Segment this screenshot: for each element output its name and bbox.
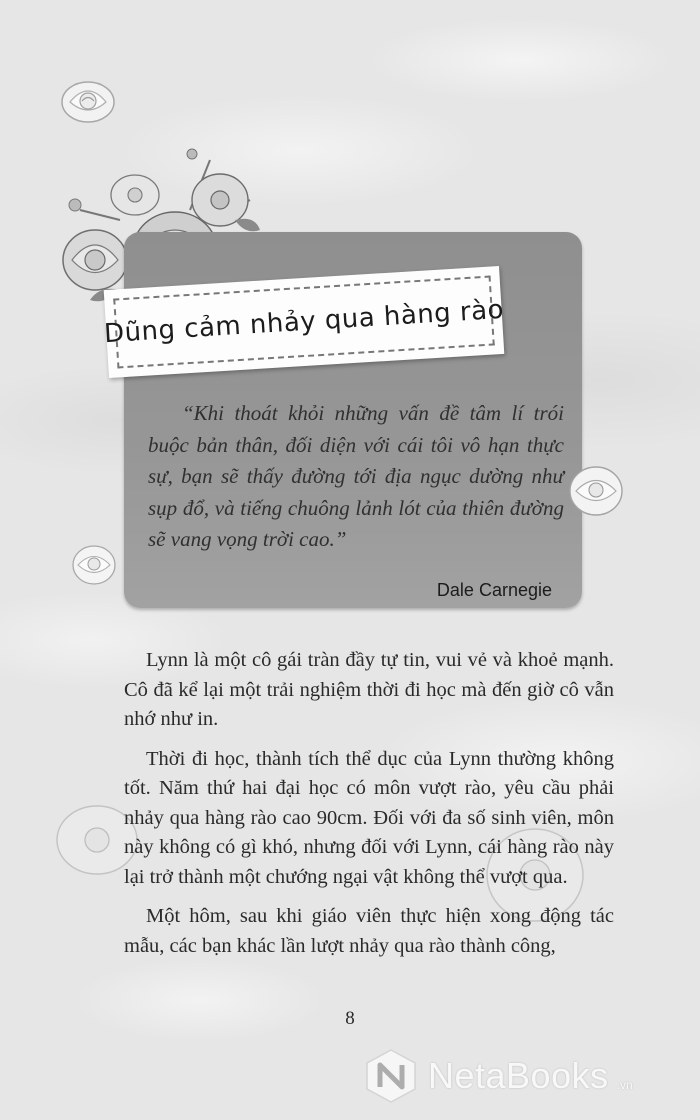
watermark-suffix: .vn [616,1078,633,1092]
dashed-border [103,276,505,369]
rose-icon [566,462,626,520]
body-text [124,646,614,971]
rose-icon [56,72,120,128]
page-number: 8 [345,1008,355,1029]
chapter-title: Dũng cảm nhảy qua hàng rào [103,294,505,350]
netabooks-logo-icon [362,1047,420,1105]
paragraph: Một hôm, sau khi giáo viên thực hiện xong động tác mẫu, các bạn khác lần lượt nhảy qua rào thành công, [124,905,614,957]
paragraph: Lynn là một cô gái tràn đầy tự tin, vui vẻ và khoẻ mạnh. Cô đã kể lại một trải nghiệm thời đi học mà đến giờ cô vẫn nhớ như in. [124,649,614,730]
quote-author: Dale Carnegie [436,580,552,600]
rose-icon [70,542,118,588]
paragraph: Thời đi học, thành tích thể dục của Lynn thường không tốt. Năm thứ hai đại học có môn vượt rào, yêu cầu phải nhảy qua hàng rào cao 90cm. Đối với đa số sinh viên, môn này không có gì khó, nhưng đối với Lynn, cái hàng rào này lại trở thành một chướng ngại vật không thể vượt qua. [124,747,614,888]
watermark-brand: NetaBooks [428,1055,609,1096]
watermark [362,1046,692,1106]
quote-text: “Khi thoát khỏi những vấn đề tâm lí trói buộc bản thân, đối diện với cái tôi vô hạn thực sự, bạn sẽ thấy đường tới địa ngục dường như sụp đổ, và tiếng chuông lảnh lót của thiên đường sẽ vang vọng trời cao.” [148,401,564,551]
